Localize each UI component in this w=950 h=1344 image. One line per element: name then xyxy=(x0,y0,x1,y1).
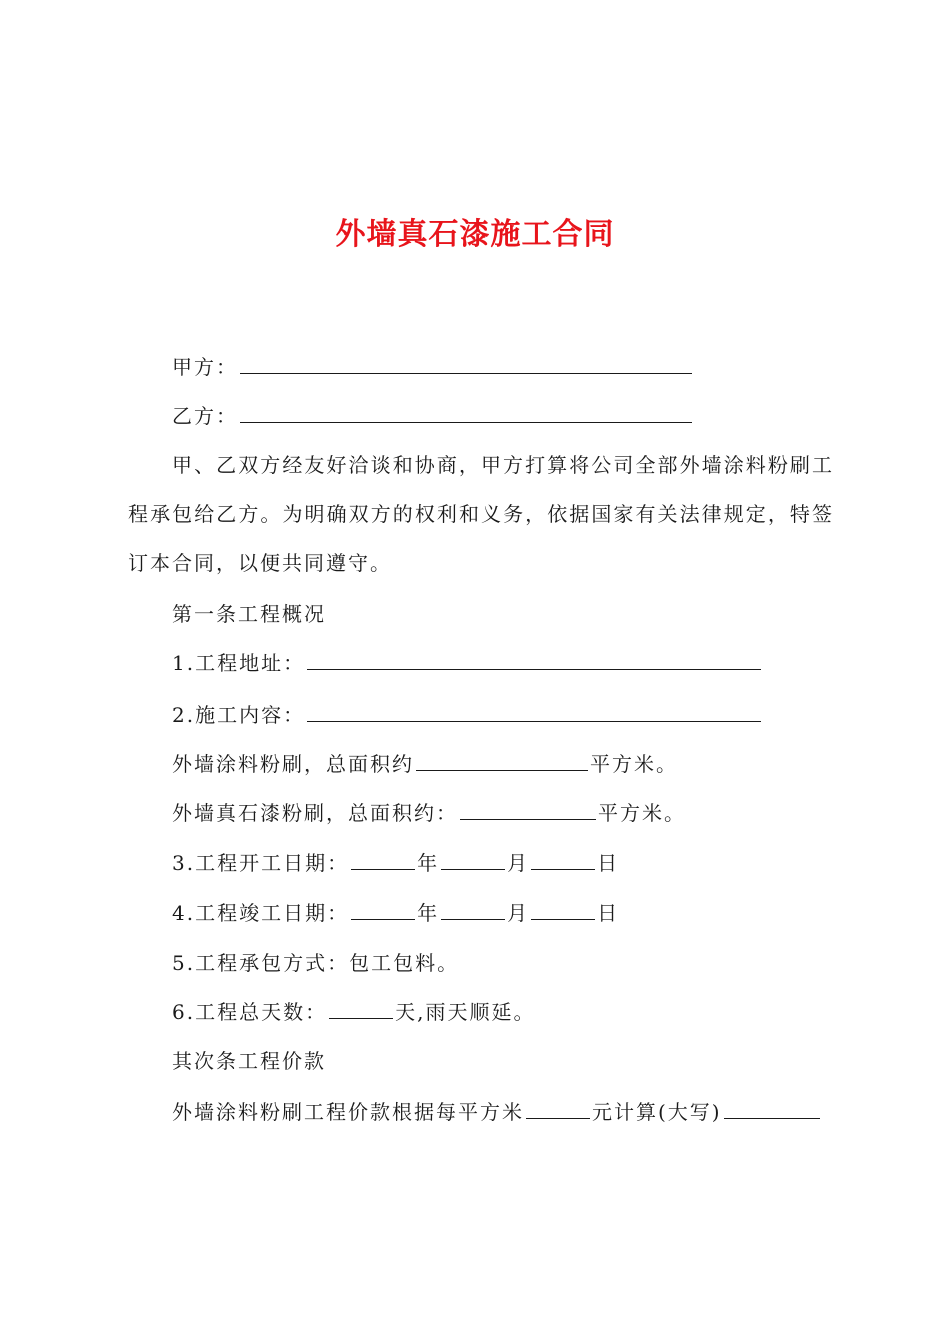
party-b-line xyxy=(172,401,694,431)
party-a-line xyxy=(172,352,694,382)
end-month-unit: 月 xyxy=(507,901,530,925)
content-blank[interactable] xyxy=(307,701,761,722)
content-label: 2.施工内容： xyxy=(172,703,306,727)
end-year-blank[interactable] xyxy=(351,899,415,920)
party-b-blank[interactable] xyxy=(240,402,692,423)
total-days-suffix: 天,雨天顺延。 xyxy=(395,1000,536,1024)
price-prefix: 外墙涂料粉刷工程价款根据每平方米 xyxy=(172,1100,524,1124)
start-day-unit: 日 xyxy=(597,851,620,875)
article-1-heading: 第一条工程概况 xyxy=(172,602,326,626)
start-month-unit: 月 xyxy=(507,851,530,875)
document-title: 外墙真石漆施工合同 xyxy=(335,217,615,252)
start-year-blank[interactable] xyxy=(351,849,415,870)
end-date-line xyxy=(172,898,619,928)
party-a-label: 甲方： xyxy=(172,355,238,379)
stone-area-line xyxy=(172,798,686,828)
price-line xyxy=(172,1097,822,1127)
site-blank[interactable] xyxy=(307,649,761,670)
intro-paragraph: 甲、乙双方经友好洽谈和协商，甲方打算将公司全部外墙涂料粉刷工程承包给乙方。为明确双方的权利和义务，依据国家有关法律规定，特签订本合同，以便共同遵守。 xyxy=(128,453,834,575)
contract-mode-line: 5.工程承包方式：包工包料。 xyxy=(172,951,460,975)
start-date-label: 3.工程开工日期： xyxy=(172,851,350,875)
total-days-prefix: 6.工程总天数： xyxy=(172,1000,328,1024)
party-a-blank[interactable] xyxy=(240,353,692,374)
paint-area-line xyxy=(172,749,678,779)
stone-area-suffix: 平方米。 xyxy=(598,801,686,825)
paint-area-prefix: 外墙涂料粉刷，总面积约 xyxy=(172,752,414,776)
paint-area-suffix: 平方米。 xyxy=(590,752,678,776)
price-words-blank[interactable] xyxy=(724,1098,820,1119)
unit-price-blank[interactable] xyxy=(526,1098,590,1119)
end-year-unit: 年 xyxy=(417,901,440,925)
start-year-unit: 年 xyxy=(417,851,440,875)
content-line xyxy=(172,700,763,730)
total-days-blank[interactable] xyxy=(329,998,393,1019)
site-label: 1.工程地址： xyxy=(172,651,306,675)
start-month-blank[interactable] xyxy=(441,849,505,870)
end-day-blank[interactable] xyxy=(531,899,595,920)
total-days-line xyxy=(172,997,535,1027)
party-b-label: 乙方： xyxy=(172,404,238,428)
end-day-unit: 日 xyxy=(597,901,620,925)
article-2-heading: 其次条工程价款 xyxy=(172,1049,326,1073)
end-date-label: 4.工程竣工日期： xyxy=(172,901,350,925)
stone-area-blank[interactable] xyxy=(460,799,596,820)
site-line xyxy=(172,648,763,678)
end-month-blank[interactable] xyxy=(441,899,505,920)
stone-area-prefix: 外墙真石漆粉刷，总面积约： xyxy=(172,801,458,825)
price-mid: 元计算(大写) xyxy=(592,1100,722,1124)
start-date-line xyxy=(172,848,619,878)
paint-area-blank[interactable] xyxy=(416,750,588,771)
start-day-blank[interactable] xyxy=(531,849,595,870)
